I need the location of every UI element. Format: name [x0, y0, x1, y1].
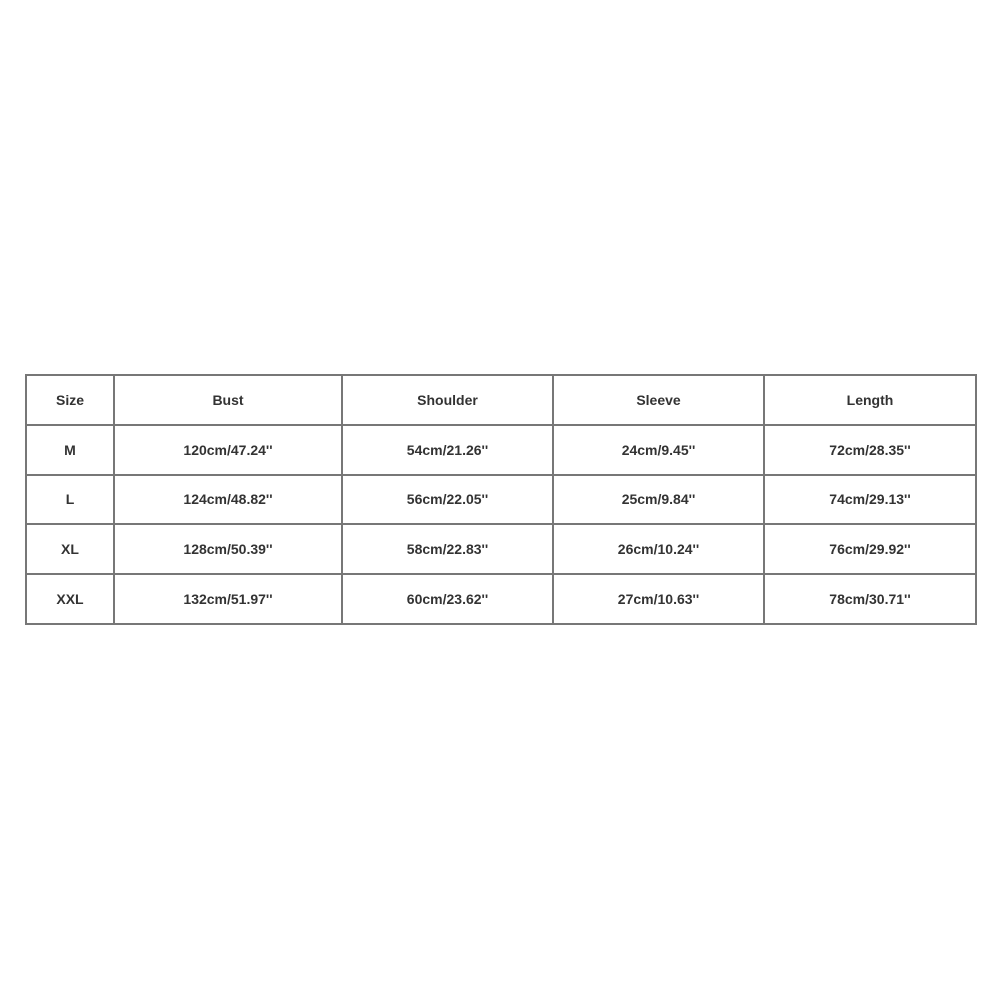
length-cell: 78cm/30.71'' — [764, 574, 976, 624]
header-cell-bust: Bust — [114, 375, 342, 425]
bust-cell: 128cm/50.39'' — [114, 524, 342, 574]
sleeve-cell: 27cm/10.63'' — [553, 574, 764, 624]
length-cell: 72cm/28.35'' — [764, 425, 976, 475]
sleeve-cell: 26cm/10.24'' — [553, 524, 764, 574]
bust-cell: 120cm/47.24'' — [114, 425, 342, 475]
length-cell: 76cm/29.92'' — [764, 524, 976, 574]
header-cell-length: Length — [764, 375, 976, 425]
header-cell-sleeve: Sleeve — [553, 375, 764, 425]
table-row — [26, 524, 976, 574]
header-cell-size: Size — [26, 375, 114, 425]
header-cell-shoulder: Shoulder — [342, 375, 553, 425]
length-cell: 74cm/29.13'' — [764, 475, 976, 525]
bust-cell: 124cm/48.82'' — [114, 475, 342, 525]
sleeve-cell: 24cm/9.45'' — [553, 425, 764, 475]
table-row — [26, 425, 976, 475]
table-row — [26, 475, 976, 525]
size-cell: M — [26, 425, 114, 475]
header-row — [26, 375, 976, 425]
shoulder-cell: 54cm/21.26'' — [342, 425, 553, 475]
bust-cell: 132cm/51.97'' — [114, 574, 342, 624]
shoulder-cell: 56cm/22.05'' — [342, 475, 553, 525]
shoulder-cell: 58cm/22.83'' — [342, 524, 553, 574]
size-chart-table — [25, 374, 977, 625]
sleeve-cell: 25cm/9.84'' — [553, 475, 764, 525]
size-cell: XL — [26, 524, 114, 574]
size-cell: XXL — [26, 574, 114, 624]
size-cell: L — [26, 475, 114, 525]
table-row — [26, 574, 976, 624]
shoulder-cell: 60cm/23.62'' — [342, 574, 553, 624]
